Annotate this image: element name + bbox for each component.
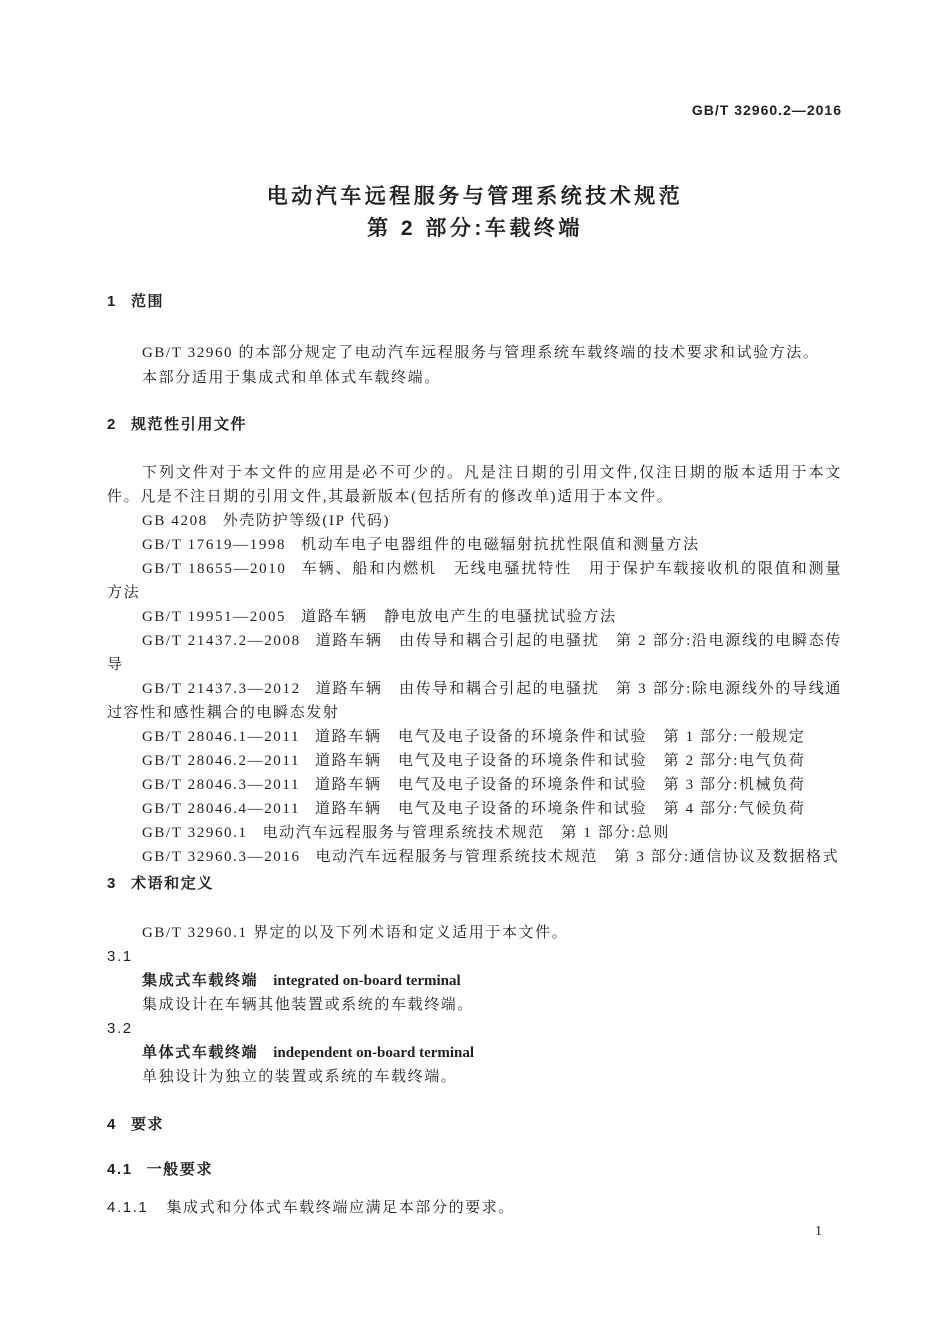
document-title: 电动汽车远程服务与管理系统技术规范 [266,185,684,208]
section-1-body [107,341,842,391]
clause [107,1196,842,1220]
clause-number: 4.1.1 [107,1199,149,1216]
reference-item [107,725,842,749]
reference-code: GB/T 21437.2—2008 [142,633,301,649]
term-entry [107,969,842,993]
reference-title: 道路车辆 电气及电子设备的环境条件和试验 第 1 部分:一般规定 [315,729,806,745]
reference-title: 道路车辆 由传导和耦合引起的电骚扰 第 2 部分:沿电源线的电瞬态传导 [107,633,842,673]
page-number: 1 [815,1224,822,1239]
section-title: 术语和定义 [130,875,214,892]
paragraph: 本部分适用于集成式和单体式车载终端。 [142,370,441,386]
section-2-heading [107,413,247,437]
reference-item [107,845,842,869]
reference-title: 道路车辆 静电放电产生的电骚扰试验方法 [301,609,617,625]
reference-item [107,605,842,629]
section-number: 2 [107,416,117,433]
clause-text: 集成式和分体式车载终端应满足本部分的要求。 [166,1200,515,1216]
section-3-body [107,921,842,1089]
section-number: 1 [107,293,117,310]
term-number: 3.2 [107,1020,133,1037]
reference-title: 道路车辆 电气及电子设备的环境条件和试验 第 3 部分:机械负荷 [315,777,806,793]
section-4-heading [107,1113,164,1137]
section-3-heading [107,872,214,896]
reference-item [107,557,842,605]
reference-code: GB/T 28046.3—2011 [142,777,301,793]
section-number: 4 [107,1116,117,1133]
term-chinese: 单体式车载终端 [142,1044,259,1061]
reference-item [107,821,842,845]
paragraph: GB/T 32960 的本部分规定了电动汽车远程服务与管理系统车载终端的技术要求和试验方法。 [142,345,820,361]
reference-code: GB/T 28046.4—2011 [142,801,301,817]
reference-code: GB/T 18655—2010 [142,561,287,577]
subsection-title: 一般要求 [146,1161,214,1178]
reference-item [107,749,842,773]
reference-code: GB/T 28046.2—2011 [142,753,301,769]
reference-title: 机动车电子电器组件的电磁辐射抗扰性限值和测量方法 [301,537,700,553]
subsection-4-1-heading [107,1158,213,1182]
reference-title: 电动汽车远程服务与管理系统技术规范 第 1 部分:总则 [262,825,670,841]
document-subtitle: 第 2 部分:车载终端 [367,217,583,240]
reference-item [107,677,842,725]
standard-number: GB/T 32960.2—2016 [691,102,842,118]
section-1-heading [107,290,164,314]
reference-title: 道路车辆 电气及电子设备的环境条件和试验 第 4 部分:气候负荷 [315,801,806,817]
section-title: 范围 [130,293,165,310]
reference-code: GB/T 32960.1 [142,825,248,841]
reference-code: GB/T 28046.1—2011 [142,729,301,745]
clause-4-1-1 [107,1196,842,1220]
reference-title: 道路车辆 由传导和耦合引起的电骚扰 第 3 部分:除电源线外的导线通过容性和感性耦合的电瞬态发射 [107,681,842,721]
term-number: 3.1 [107,948,133,965]
reference-code: GB 4208 [142,513,208,529]
term-definition: 集成设计在车辆其他装置或系统的车载终端。 [142,997,475,1013]
reference-title: 车辆、船和内燃机 无线电骚扰特性 用于保护车载接收机的限值和测量方法 [107,561,843,601]
paragraph: 下列文件对于本文件的应用是必不可少的。凡是注日期的引用文件,仅注日期的版本适用于本文件。凡是不注日期的引用文件,其最新版本(包括所有的修改单)适用于本文件。 [107,465,842,505]
section-number: 3 [107,875,117,892]
reference-item [107,509,842,533]
paragraph: GB/T 32960.1 界定的以及下列术语和定义适用于本文件。 [142,925,569,941]
section-title: 要求 [130,1116,165,1133]
term-definition: 单独设计为独立的装置或系统的车载终端。 [142,1069,458,1085]
term-english: independent on-board terminal [273,1045,475,1061]
reference-title: 外壳防护等级(IP 代码) [222,513,391,529]
subsection-number: 4.1 [107,1161,133,1178]
reference-code: GB/T 21437.3—2012 [142,681,301,697]
term-entry [107,1041,842,1065]
reference-title: 电动汽车远程服务与管理系统技术规范 第 3 部分:通信协议及数据格式 [315,849,840,865]
section-2-body [107,461,842,869]
reference-item [107,797,842,821]
reference-item [107,629,842,677]
term-english: integrated on-board terminal [273,973,461,989]
reference-item [107,773,842,797]
section-title: 规范性引用文件 [130,416,248,433]
term-chinese: 集成式车载终端 [142,972,259,989]
reference-code: GB/T 32960.3—2016 [142,849,301,865]
reference-code: GB/T 17619—1998 [142,537,287,553]
reference-code: GB/T 19951—2005 [142,609,287,625]
reference-title: 道路车辆 电气及电子设备的环境条件和试验 第 2 部分:电气负荷 [315,753,806,769]
reference-item [107,533,842,557]
